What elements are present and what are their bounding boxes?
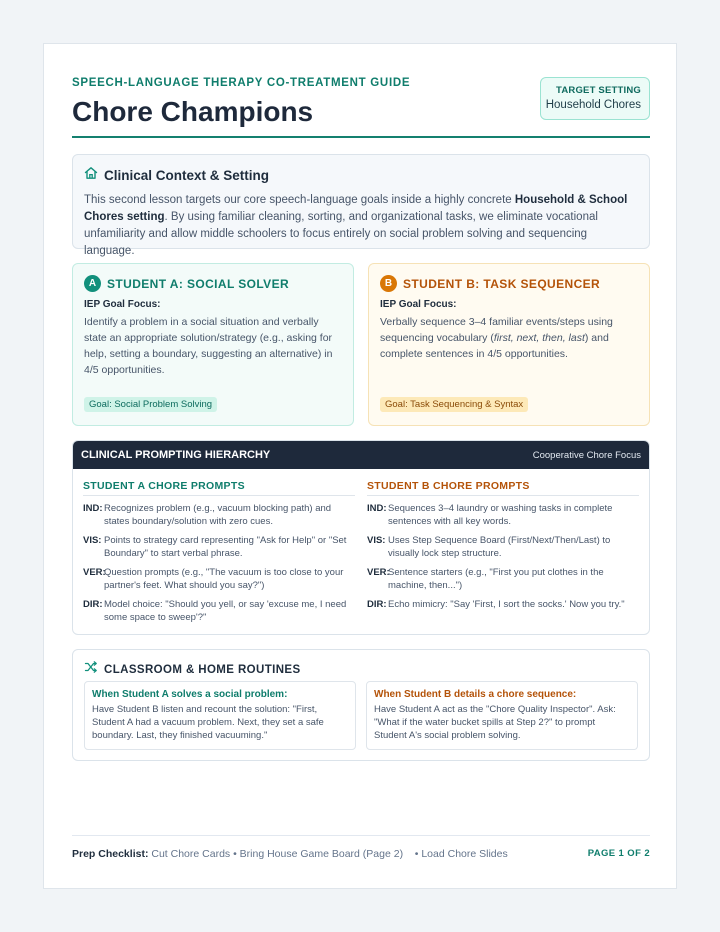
student-b-goal: Verbally sequence 3–4 familiar events/steps using sequencing vocabulary (first, next, then, last) and complete sentences in 4/5 opportunities.: [380, 316, 613, 360]
clinical-context-card: [72, 154, 650, 257]
context-text: This second lesson targets our core speech-language goals inside a highly concrete Household & School Chores setting. By using familiar cleaning, sorting, and organizational tasks, we eliminate vocational unfamiliarity and allow middle schoolers to focus entirely on social problem solving and sequencing language.: [84, 194, 628, 257]
student-a-card: [72, 263, 354, 426]
student-a-goal-label: IEP Goal Focus:: [84, 299, 161, 310]
page-footer: [72, 848, 650, 860]
routines-title: CLASSROOM & HOME ROUTINES: [104, 663, 301, 676]
prompt-row: VER: Sentence starters (e.g., "First you put clothes in the machine, then..."): [367, 567, 604, 591]
student-b-prompts-column: [367, 480, 639, 611]
routines-card: [72, 649, 650, 761]
student-a-badge: A: [84, 275, 101, 292]
routine-a-title: When Student A solves a social problem:: [92, 689, 288, 700]
prompt-row: IND: Sequences 3–4 laundry or washing tasks in complete sentences with all key words.: [367, 503, 613, 527]
hierarchy-subtitle: Cooperative Chore Focus: [532, 449, 641, 461]
student-b-goal-tag: Goal: Task Sequencing & Syntax: [380, 397, 528, 412]
student-b-badge: B: [380, 275, 397, 292]
routine-student-a-box: [84, 681, 356, 750]
target-setting-label: TARGET SETTING: [556, 85, 641, 96]
guide-eyebrow: SPEECH-LANGUAGE THERAPY CO-TREATMENT GUIDE: [72, 77, 411, 89]
page-header: [72, 77, 650, 128]
student-a-goal-tag: Goal: Social Problem Solving: [84, 397, 217, 412]
student-a-goal: Identify a problem in a social situation and verbally state an appropriate solution/strategy (e.g., asking for help, setting a boundary, suggesting an alternative) in 4/5 opportunities.: [84, 316, 333, 376]
routine-b-title: When Student B details a chore sequence:: [374, 689, 577, 700]
page-number: PAGE 1 OF 2: [587, 848, 650, 859]
prompt-row: DIR: Model choice: "Should you yell, or say 'excuse me, I need some space to sweep'?": [83, 599, 347, 623]
target-setting-value: Household Chores: [545, 99, 641, 111]
page-title: Chore Champions: [72, 96, 314, 127]
prompt-row: VIS: Uses Step Sequence Board (First/Next/Then/Last) to visually lock step structure.: [367, 535, 611, 559]
footer-divider: [72, 835, 650, 836]
student-a-prompts-column: [83, 480, 355, 624]
prompting-hierarchy-card: [72, 440, 650, 635]
student-a-name: STUDENT A: SOCIAL SOLVER: [107, 276, 290, 291]
student-b-goal-label: IEP Goal Focus:: [380, 299, 457, 310]
target-setting-box: [540, 77, 650, 120]
prompt-row: DIR: Echo mimicry: "Say 'First, I sort the socks.' Now you try.": [367, 599, 625, 610]
prep-checklist: Prep Checklist: Cut Chore Cards • Bring House Game Board (Page 2) • Load Chore Slides: [72, 848, 508, 860]
document-page: [43, 43, 677, 889]
header-divider: [72, 136, 650, 138]
prompt-row: VIS: Points to strategy card representing "Ask for Help" or "Set Boundary" to start verbal phrase.: [83, 535, 347, 559]
routine-b-text: Have Student A act as the "Chore Quality Inspector". Ask: "What if the water bucket spills at Step 2?" to prompt Student A's social problem solving.: [374, 704, 616, 741]
routine-student-b-box: [366, 681, 638, 750]
student-b-prompts-heading: STUDENT B CHORE PROMPTS: [367, 480, 639, 496]
student-a-prompts-heading: STUDENT A CHORE PROMPTS: [83, 480, 355, 496]
hierarchy-title: CLINICAL PROMPTING HIERARCHY: [81, 449, 271, 461]
context-title: Clinical Context & Setting: [104, 168, 270, 183]
prompt-row: VER: Question prompts (e.g., "The vacuum is too close to your partner's feet. What should you say?"): [83, 567, 344, 591]
home-icon: [84, 166, 98, 185]
shuffle-icon: [84, 660, 98, 679]
student-b-card: [368, 263, 650, 426]
hierarchy-header-bar: [73, 441, 649, 469]
routine-a-text: Have Student B listen and recount the solution: "First, Student A had a vacuum problem. Next, they set a safe boundary. Last, they finished vacuuming.": [92, 704, 324, 741]
prompt-row: IND: Recognizes problem (e.g., vacuum blocking path) and states boundary/solution with zero cues.: [83, 503, 332, 527]
student-b-name: STUDENT B: TASK SEQUENCER: [403, 276, 601, 291]
